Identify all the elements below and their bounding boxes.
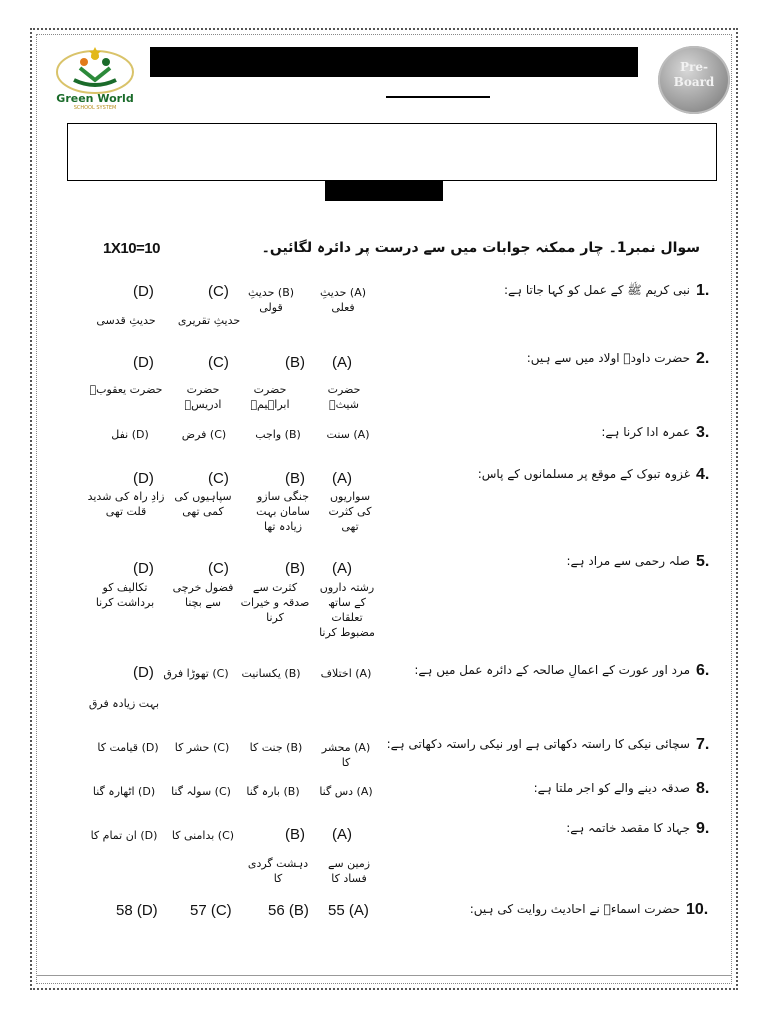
q5-option-b: (B) [285,560,305,577]
q1-option-d: (D) [133,283,154,300]
q2-option-b: (B) [285,354,305,371]
q9-number: 9. [696,820,710,837]
logo-name: Green World [56,92,134,105]
title-underline [386,96,490,98]
q2-number: 2. [696,350,710,367]
q4-number: 4. [696,466,710,483]
q2-option-a-text: حضرت شیثؑ [327,383,361,411]
q2-option-c: (C) [208,354,229,371]
q2-text: حضرت داودؑ اولاد میں سے ہیں: [526,351,690,365]
q1-option-c-text: حدیثِ تقریری [177,314,241,327]
logo-emblem-icon [54,46,136,94]
q4-option-c-text: سپاہیوں کی کمی تھی [174,490,232,518]
q3-option-c: (C) فرض [181,428,227,441]
q7-option-d: (D) قیامت کا [97,741,159,754]
q10-text: حضرت اسماءؓ نے احادیث روایت کی ہیں: [469,902,680,916]
q5-option-a: (A) [332,560,352,577]
q5-option-b-text: کثرت سے صدقہ و خیرات کرنا [240,581,310,624]
q7-text: سچائی نیکی کا راستہ دکھاتی ہے اور نیکی راستہ دکھاتی ہے: [386,737,690,751]
school-logo [54,46,136,118]
q10-option-d: 58 (D) [116,902,158,919]
q1-option-d-text: حدیثِ قدسی [96,314,156,327]
q7-option-a: (A) محشر کا [321,741,371,769]
q3-number: 3. [696,424,710,441]
logo-tagline: SCHOOL SYSTEM [73,105,117,111]
q8-option-d: (D) اٹھارہ گنا [92,785,156,798]
q6-option-d-text: بہت زیادہ فرق [88,697,160,710]
q10-option-a: 55 (A) [328,902,369,919]
q4-option-a-text: سواریوں کی کثرت تھی [328,490,372,533]
badge-line-2: Board [673,75,715,89]
footer-line [36,975,732,976]
q4-option-b-text: جنگی سازو سامان بہت زیادہ تھا [256,490,310,533]
q9-option-a: (A) [332,826,352,843]
student-info-box [67,123,717,181]
q9-option-a-text: زمین سے فساد کا [327,857,371,885]
q1-option-a: (A) حدیثِ فعلی [319,286,367,314]
q6-option-c: (C) تھوڑا فرق [163,667,229,680]
q4-option-a: (A) [332,470,352,487]
pre-board-badge [658,46,730,114]
q8-option-a: (A) دس گنا [319,785,373,798]
q4-option-d-text: زادِ راہ کی شدید قلت تھی [87,490,165,518]
q8-text: صدقہ دینے والے کو اجر ملتا ہے: [533,781,690,795]
q1-option-b: (B) حدیثِ قولی [247,286,295,314]
q8-option-c: (C) سولہ گنا [171,785,231,798]
q3-option-a: (A) سنت [326,428,370,441]
q10-option-b: 56 (B) [268,902,309,919]
q6-text: مرد اور عورت کے اعمالِ صالحہ کے دائرہ عمل میں ہے: [414,663,690,677]
q10-number: 10. [686,901,709,918]
q5-option-a-text: رشتہ داروں کے ساتھ تعلقات مضبوط کرنا [319,581,375,639]
section-heading: سوال نمبر1۔ چار ممکنہ جوابات میں سے درست پر دائرہ لگائیں۔ [261,240,700,256]
q1-number: 1. [696,282,710,299]
q9-text: جہاد کا مقصد خاتمہ ہے: [566,821,690,835]
q5-option-d: (D) [133,560,154,577]
q2-option-d-text: حضرت یعقوبؑ [89,383,163,396]
q3-option-d: (D) نفل [111,428,149,441]
q6-option-d: (D) [133,664,154,681]
q7-number: 7. [696,736,710,753]
q10-option-c: 57 (C) [190,902,232,919]
redacted-title-bar [150,47,638,77]
q5-option-c-text: فضول خرچی سے بچنا [172,581,234,609]
q2-option-c-text: حضرت ادریسؑ [184,383,222,411]
q1-option-c: (C) [208,283,229,300]
q2-option-a: (A) [332,354,352,371]
q4-text: غزوہ تبوک کے موقع پر مسلمانوں کے پاس: [477,467,690,481]
q6-option-a: (A) اختلاف [320,667,372,680]
q4-option-c: (C) [208,470,229,487]
q6-number: 6. [696,662,710,679]
q5-option-c: (C) [208,560,229,577]
q5-number: 5. [696,553,710,570]
marks-label: 1X10=10 [103,240,160,257]
q9-option-c: (C) بدامنی کا [171,829,235,842]
redacted-subject-bar [325,181,443,201]
q9-option-d: (D) ان تمام کا [90,829,158,842]
q3-text: عمرہ ادا کرنا ہے: [601,425,690,439]
q8-option-b: (B) بارہ گنا [246,785,300,798]
q3-option-b: (B) واجب [255,428,301,441]
q8-number: 8. [696,780,710,797]
q9-option-b-text: دہشت گردی کا [247,857,309,885]
q6-option-b: (B) یکسانیت [241,667,301,680]
q4-option-b: (B) [285,470,305,487]
badge-line-1: Pre- [680,60,708,74]
q5-option-d-text: تکالیف کو برداشت کرنا [95,581,155,609]
q4-option-d: (D) [133,470,154,487]
q2-option-d: (D) [133,354,154,371]
q9-option-b: (B) [285,826,305,843]
q1-text: نبی کریم ﷺ کے عمل کو کہا جاتا ہے: [503,283,690,297]
q7-option-b: (B) جنت کا [249,741,303,754]
q2-option-b-text: حضرت ابراہیمؑ [250,383,290,411]
q7-option-c: (C) حشر کا [174,741,230,754]
q5-text: صلہ رحمی سے مراد ہے: [566,554,690,568]
